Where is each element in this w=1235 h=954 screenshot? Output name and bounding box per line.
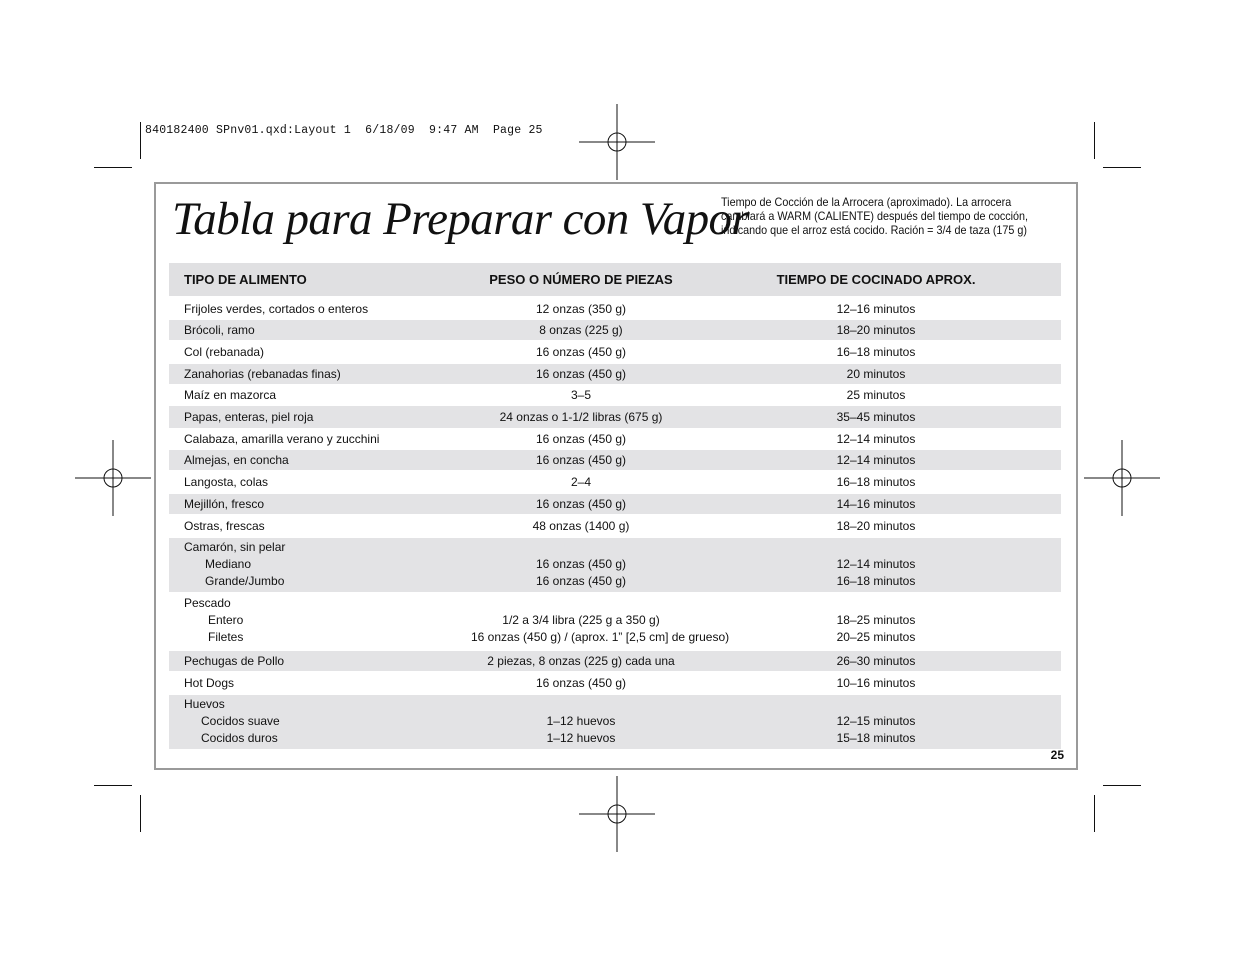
table-row-group	[169, 592, 1061, 651]
registration-mark-icon	[579, 104, 655, 180]
page-number: 25	[1050, 748, 1064, 762]
sub-time: 20–25 minutos	[836, 630, 916, 644]
sub-time: 12–14 minutos	[836, 557, 916, 571]
cell-weight: 8 onzas (225 g)	[539, 322, 623, 337]
group-label: Huevos	[184, 697, 225, 711]
cell-time: 12–14 minutos	[836, 452, 916, 467]
cell-time: 12–16 minutos	[836, 301, 916, 316]
crop-mark	[1094, 122, 1095, 159]
cell-food	[169, 595, 471, 646]
cell-food: Langosta, colas	[184, 474, 269, 489]
registration-mark-icon	[1084, 440, 1160, 516]
cell-time: 18–20 minutos	[836, 322, 916, 337]
cell-food	[169, 539, 471, 590]
sub-food: Filetes	[208, 630, 244, 644]
sub-time: 12–15 minutos	[836, 714, 916, 728]
cell-weight	[471, 696, 691, 747]
cell-food: Col (rebanada)	[184, 344, 265, 359]
table-row	[169, 450, 1061, 470]
cell-time	[691, 696, 1061, 747]
cell-time: 25 minutos	[846, 387, 906, 402]
cell-weight: 24 onzas o 1-1/2 libras (675 g)	[499, 409, 663, 424]
cell-food: Mejillón, fresco	[184, 496, 265, 511]
table-row	[169, 340, 1061, 364]
cell-weight: 16 onzas (450 g)	[535, 366, 627, 381]
table-row	[169, 364, 1061, 384]
table-row	[169, 671, 1061, 695]
sub-time: 15–18 minutos	[836, 731, 916, 745]
cell-time: 16–18 minutos	[836, 344, 916, 359]
table-row	[169, 384, 1061, 406]
crop-mark	[1094, 795, 1095, 832]
cell-time: 14–16 minutos	[836, 496, 916, 511]
cell-time: 12–14 minutos	[836, 431, 916, 446]
table-row	[169, 320, 1061, 340]
table-row	[169, 298, 1061, 320]
cell-food: Maíz en mazorca	[184, 387, 277, 402]
cell-weight: 16 onzas (450 g)	[535, 452, 627, 467]
cell-time: 18–20 minutos	[836, 518, 916, 533]
sub-weight: 1–12 huevos	[546, 714, 616, 728]
cell-time: 10–16 minutos	[836, 675, 916, 690]
cell-food: Ostras, frescas	[184, 518, 265, 533]
cell-weight: 2–4	[570, 474, 592, 489]
table-header	[169, 263, 1061, 296]
cell-weight: 2 piezas, 8 onzas (225 g) cada una	[487, 653, 675, 668]
cell-weight	[471, 539, 691, 590]
crop-mark	[140, 795, 141, 832]
header-time: TIEMPO DE COCINADO APROX.	[776, 272, 976, 287]
intro-text: Tiempo de Cocción de la Arrocera (aproximado). La arrocera cambiará a WARM (CALIENTE) después del tiempo de cocción, indicando que el arroz está cocido. Ración = 3/4 de taza (175 g)	[721, 196, 1029, 237]
cell-time: 16–18 minutos	[836, 474, 916, 489]
page-frame	[154, 182, 1078, 770]
crop-mark	[1103, 167, 1141, 168]
crop-mark	[94, 167, 132, 168]
sub-weight: 16 onzas (450 g) / (aprox. 1” [2,5 cm] de grueso)	[471, 630, 730, 644]
sub-food: Cocidos duros	[201, 731, 278, 745]
sub-weight: 1–12 huevos	[546, 731, 616, 745]
page-title: Tabla para Preparar con Vapor	[172, 193, 750, 245]
table-row-group	[169, 538, 1061, 592]
cell-weight: 16 onzas (450 g)	[535, 431, 627, 446]
crop-mark	[94, 785, 132, 786]
cell-time	[691, 539, 1061, 590]
header-food: TIPO DE ALIMENTO	[184, 272, 307, 287]
cell-food: Frijoles verdes, cortados o enteros	[184, 301, 369, 316]
cell-weight	[471, 595, 730, 646]
cell-food: Zanahorias (rebanadas finas)	[184, 366, 341, 381]
crop-mark	[140, 122, 141, 159]
cell-food: Pechugas de Pollo	[184, 653, 285, 668]
steaming-table	[169, 263, 1061, 749]
table-row	[169, 651, 1061, 671]
cell-time: 20 minutos	[846, 366, 906, 381]
cell-food: Brócoli, ramo	[184, 322, 255, 337]
cell-time: 35–45 minutos	[836, 409, 916, 424]
cell-food: Calabaza, amarilla verano y zucchini	[184, 431, 380, 446]
table-row	[169, 428, 1061, 450]
cell-food: Almejas, en concha	[184, 452, 289, 467]
group-label: Camarón, sin pelar	[184, 540, 286, 554]
sub-weight: 16 onzas (450 g)	[535, 557, 627, 571]
group-label: Pescado	[184, 596, 231, 610]
cell-time: 26–30 minutos	[836, 653, 916, 668]
cell-weight: 16 onzas (450 g)	[535, 675, 627, 690]
sub-food: Mediano	[205, 557, 252, 571]
table-row	[169, 494, 1061, 514]
cell-weight: 16 onzas (450 g)	[535, 496, 627, 511]
sub-food: Entero	[208, 613, 244, 627]
header-weight: PESO O NÚMERO DE PIEZAS	[489, 272, 673, 287]
table-row	[169, 514, 1061, 538]
sub-time: 18–25 minutos	[836, 613, 916, 627]
sub-weight: 16 onzas (450 g)	[535, 574, 627, 588]
sub-time: 16–18 minutos	[836, 574, 916, 588]
registration-mark-icon	[579, 776, 655, 852]
cell-food	[169, 696, 471, 747]
registration-mark-icon	[75, 440, 151, 516]
table-row	[169, 470, 1061, 494]
slug-line: 840182400 SPnv01.qxd:Layout 1 6/18/09 9:47 AM Page 25	[145, 124, 543, 137]
cell-time	[691, 595, 1061, 646]
table-row	[169, 406, 1061, 428]
cell-weight: 3–5	[570, 387, 592, 402]
sub-food: Cocidos suave	[201, 714, 280, 728]
cell-weight: 48 onzas (1400 g)	[532, 518, 630, 533]
crop-mark	[1103, 785, 1141, 786]
cell-weight: 16 onzas (450 g)	[535, 344, 627, 359]
cell-weight: 12 onzas (350 g)	[535, 301, 627, 316]
cell-food: Hot Dogs	[184, 675, 235, 690]
table-row-group	[169, 695, 1061, 749]
sub-food: Grande/Jumbo	[205, 574, 285, 588]
sub-weight: 1/2 a 3/4 libra (225 g a 350 g)	[502, 613, 660, 627]
cell-food: Papas, enteras, piel roja	[184, 409, 314, 424]
